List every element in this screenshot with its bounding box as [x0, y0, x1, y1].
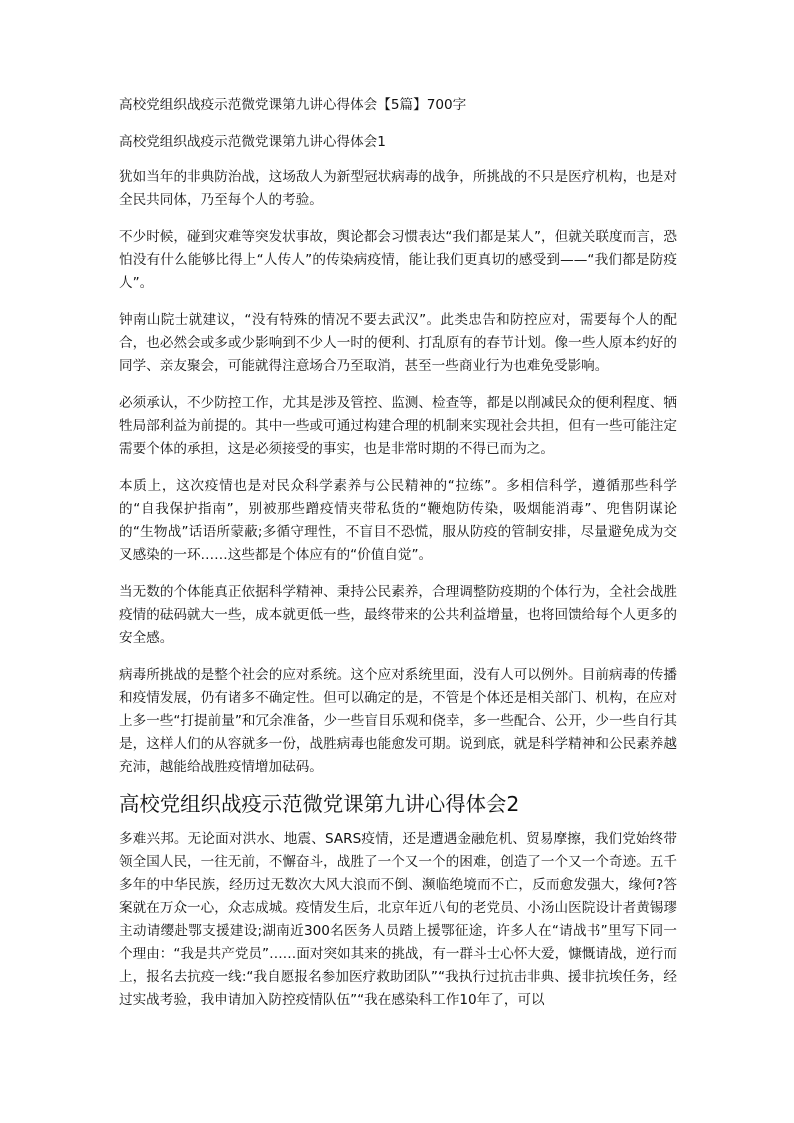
paragraph: 当无数的个体能真正依据科学精神、秉持公民素养，合理调整防疫期的个体行为，全社会战胜疫情的砝码就大一些，成本就更低一些，最终带来的公共利益增量，也将回馈给每个人更多的安全感。 [119, 584, 677, 646]
section-heading: 高校党组织战疫示范微党课第九讲心得体会1 [119, 134, 386, 150]
document-page [119, 94, 677, 1026]
section-2 [119, 793, 677, 1012]
paragraph: 犹如当年的非典防治战，这场敌人为新型冠状病毒的战争，所挑战的不只是医疗机构，也是对全民共同体，乃至每个人的考验。 [119, 169, 677, 208]
paragraph: 病毒所挑战的是整个社会的应对系统。这个应对系统里面，没有人可以例外。目前病毒的传播和疫情发展，仍有诸多不确定性。但可以确定的是，不管是个体还是相关部门、机构，在应对上多一些“打提前量”和冗余准备，少一些盲目乐观和侥幸，多一些配合、公开，少一些自行其是，这样人们的从容就多一份，战胜病毒也能愈发可期。说到底，就是科学精神和公民素养越充沛，越能给战胜疫情增加砝码。 [119, 667, 677, 775]
document-title: 高校党组织战疫示范微党课第九讲心得体会【5篇】700字 [119, 97, 467, 113]
paragraph: 本质上，这次疫情也是对民众科学素养与公民精神的“拉练”。多相信科学，遵循那些科学的“自我保护指南”，别被那些蹭疫情夹带私货的“鞭炮防传染，吸烟能消毒”、兜售阴谋论的“生物战”话语所蒙蔽;多循守理性，不盲目不恐慌，服从防疫的管制安排，尽量避免成为交叉感染的一环……这些都是个体应有的“价值自觉”。 [119, 478, 677, 563]
section-1 [119, 131, 677, 779]
section-heading: 高校党组织战疫示范微党课第九讲心得体会2 [119, 792, 520, 816]
paragraph: 必须承认，不少防控工作，尤其是涉及管控、监测、检查等，都是以削减民众的便利程度、牺牲局部利益为前提的。其中一些或可通过构建合理的机制来实现社会共担，但有一些可能注定需要个体的承担，这是必须接受的事实，也是非常时期的不得已而为之。 [119, 395, 677, 457]
paragraph: 多难兴邦。无论面对洪水、地震、SARS疫情，还是遭遇金融危机、贸易摩擦，我们党始终带领全国人民，一往无前，不懈奋斗，战胜了一个又一个的困难，创造了一个又一个奇迹。五千多年的中华民族，经历过无数次大风大浪而不倒、濒临绝境而不亡，反而愈发强大，缘何?答案就在万众一心，众志成城。疫情发生后，北京年近八旬的老党员、小汤山医院设计者黄锡璆主动请缨赴鄂支援建设;湖南近300名医务人员踏上援鄂征途，许多人在“请战书”里写下同一个理由：“我是共产党员”……面对突如其来的挑战，有一群斗士心怀大爱，慷慨请战，逆行而上，报名去抗疫一线:“我自愿报名参加医疗救助团队”“我执行过抗击非典、援非抗埃任务，经过实战考验，我申请加入防控疫情队伍”“我在感染科工作10年了，可以 [119, 831, 677, 1008]
paragraph: 钟南山院士就建议，“没有特殊的情况不要去武汉”。此类忠告和防控应对，需要每个人的配合，也必然会或多或少影响到不少人一时的便利、打乱原有的春节计划。像一些人原本约好的同学、亲友聚会，可能就得注意场合乃至取消，甚至一些商业行为也难免受影响。 [119, 312, 677, 374]
paragraph: 不少时候，碰到灾难等突发状事故，舆论都会习惯表达“我们都是某人”，但就关联度而言，恐怕没有什么能够比得上“人传人”的传染病疫情，能让我们更真切的感受到——“我们都是防疫人”。 [119, 229, 677, 291]
